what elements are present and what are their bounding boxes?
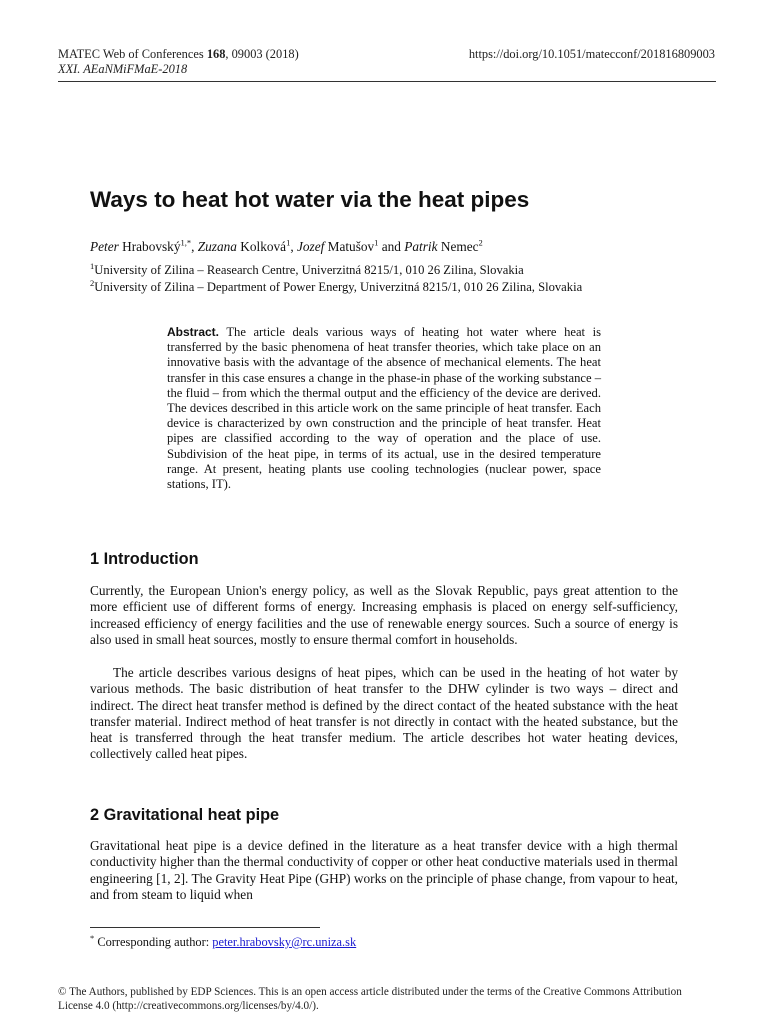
author-3-given: Jozef [296,239,325,254]
conference-name: XXI. AEaNMiFMaE-2018 [58,62,188,76]
affiliation-1-mark: 1 [90,260,95,271]
footnote-rule [90,927,320,928]
running-header-journal [58,47,299,62]
paragraph: Gravitational heat pipe is a device defined in the literature as a heat transfer device with a high thermal conductivity higher than the thermal conductivity of copper or other heat conductive materials used in thermal engineering [1, 2]. The Gravity Heat Pipe (GHP) works on the principle of phase change, from vapour to heat, and from steam to liquid when [90,838,678,902]
author-1-family: Hrabovský [118,239,181,254]
author-4-family: Nemec [437,239,479,254]
affiliation-1 [90,260,524,278]
affiliation-2-mark: 2 [90,277,95,288]
footnote-mark: * [90,932,95,943]
abstract [167,325,601,492]
doi-link[interactable]: https://doi.org/10.1051/matecconf/201816809003 [468,47,715,61]
author-list [90,238,483,255]
author-separator: , [191,239,198,254]
author-3-affiliation-mark: 1 [374,237,379,248]
author-1-affiliation-mark: 1,* [180,237,192,248]
author-2-family: Kolková [236,239,287,254]
author-4-affiliation-mark: 2 [478,237,483,248]
section-heading-gravitational-heat-pipe: 2 Gravitational heat pipe [90,806,280,824]
author-separator: and [378,239,405,254]
paragraph: The article describes various designs of heat pipes, which can be used in the heating of hot water by various methods. The basic distribution of heat transfer to the DHW cylinder is two ways – direct and indirect. The direct heat transfer method is defined by the direct contact of the heated substance with the heat transfer material. Indirect method of heat transfer is not directly in contact with the heated substance, but the heat is transferred through the heat transfer medium. The article describes hot water heating devices, collectively called heat pipes. [90,665,678,762]
affiliation-2 [90,277,583,295]
header-rule [58,81,716,82]
section-heading-introduction: 1 Introduction [90,550,199,568]
author-4-given: Patrik [404,239,438,254]
author-separator: , [290,239,297,254]
author-2-given: Zuzana [197,239,237,254]
author-3-family: Matušov [324,239,375,254]
abstract-text: The article deals various ways of heating hot water where heat is transferred by the basic phenomena of heat transfer theories, which take place on an innovative basis with the advantage of the absence of mechanical elements. The heat transfer in this case ensures a change in the phase-in phase of the working substance – the fluid – from which the thermal output and the efficiency of the device are derived. The devices described in this article work on the same principle of heat transfer. Each device is characterized by own construction and the principle of heat transfer. Heat pipes are classified according to the way of operation and the place of use. Subdivision of the heat pipe, in terms of its actual, use in the desired temperature range. At present, heating plants use cooling technologies (nuclear power, space stations, IT). [167,325,601,492]
journal-name: MATEC Web of Conferences [58,47,204,61]
paragraph: Currently, the European Union's energy policy, as well as the Slovak Republic, pays great attention to the more efficient use of different forms of energy. Increasing emphasis is placed on energy self-sufficiency, increased efficiency of energy facilities and the use of renewable energy sources. Such a source of energy is also used in small heat sources, mostly to ensure thermal comfort in households. [90,583,678,647]
article-reference: , 09003 (2018) [225,47,299,61]
author-email-link[interactable]: peter.hrabovsky@rc.uniza.sk [212,935,357,949]
author-2-affiliation-mark: 1 [286,237,291,248]
license-footer: © The Authors, published by EDP Sciences. This is an open access article distributed under the terms of the Creative Commons Attribution License 4.0 (http://creativecommons.org/licenses/by/4.0/). [58,986,682,1012]
affiliation-1-text: University of Zilina – Reasearch Centre, Univerzitná 8215/1, 010 26 Zilina, Slovakia [94,263,524,277]
journal-volume: 168 [206,47,226,61]
affiliation-2-text: University of Zilina – Department of Power Energy, Univerzitná 8215/1, 010 26 Zilina, Slovakia [94,280,583,294]
footnote-label: Corresponding author: [94,935,213,949]
abstract-label: Abstract. [167,325,220,339]
paper-title: Ways to heat hot water via the heat pipes [90,187,530,212]
author-1-given: Peter [90,239,119,254]
corresponding-author-footnote [90,932,357,950]
